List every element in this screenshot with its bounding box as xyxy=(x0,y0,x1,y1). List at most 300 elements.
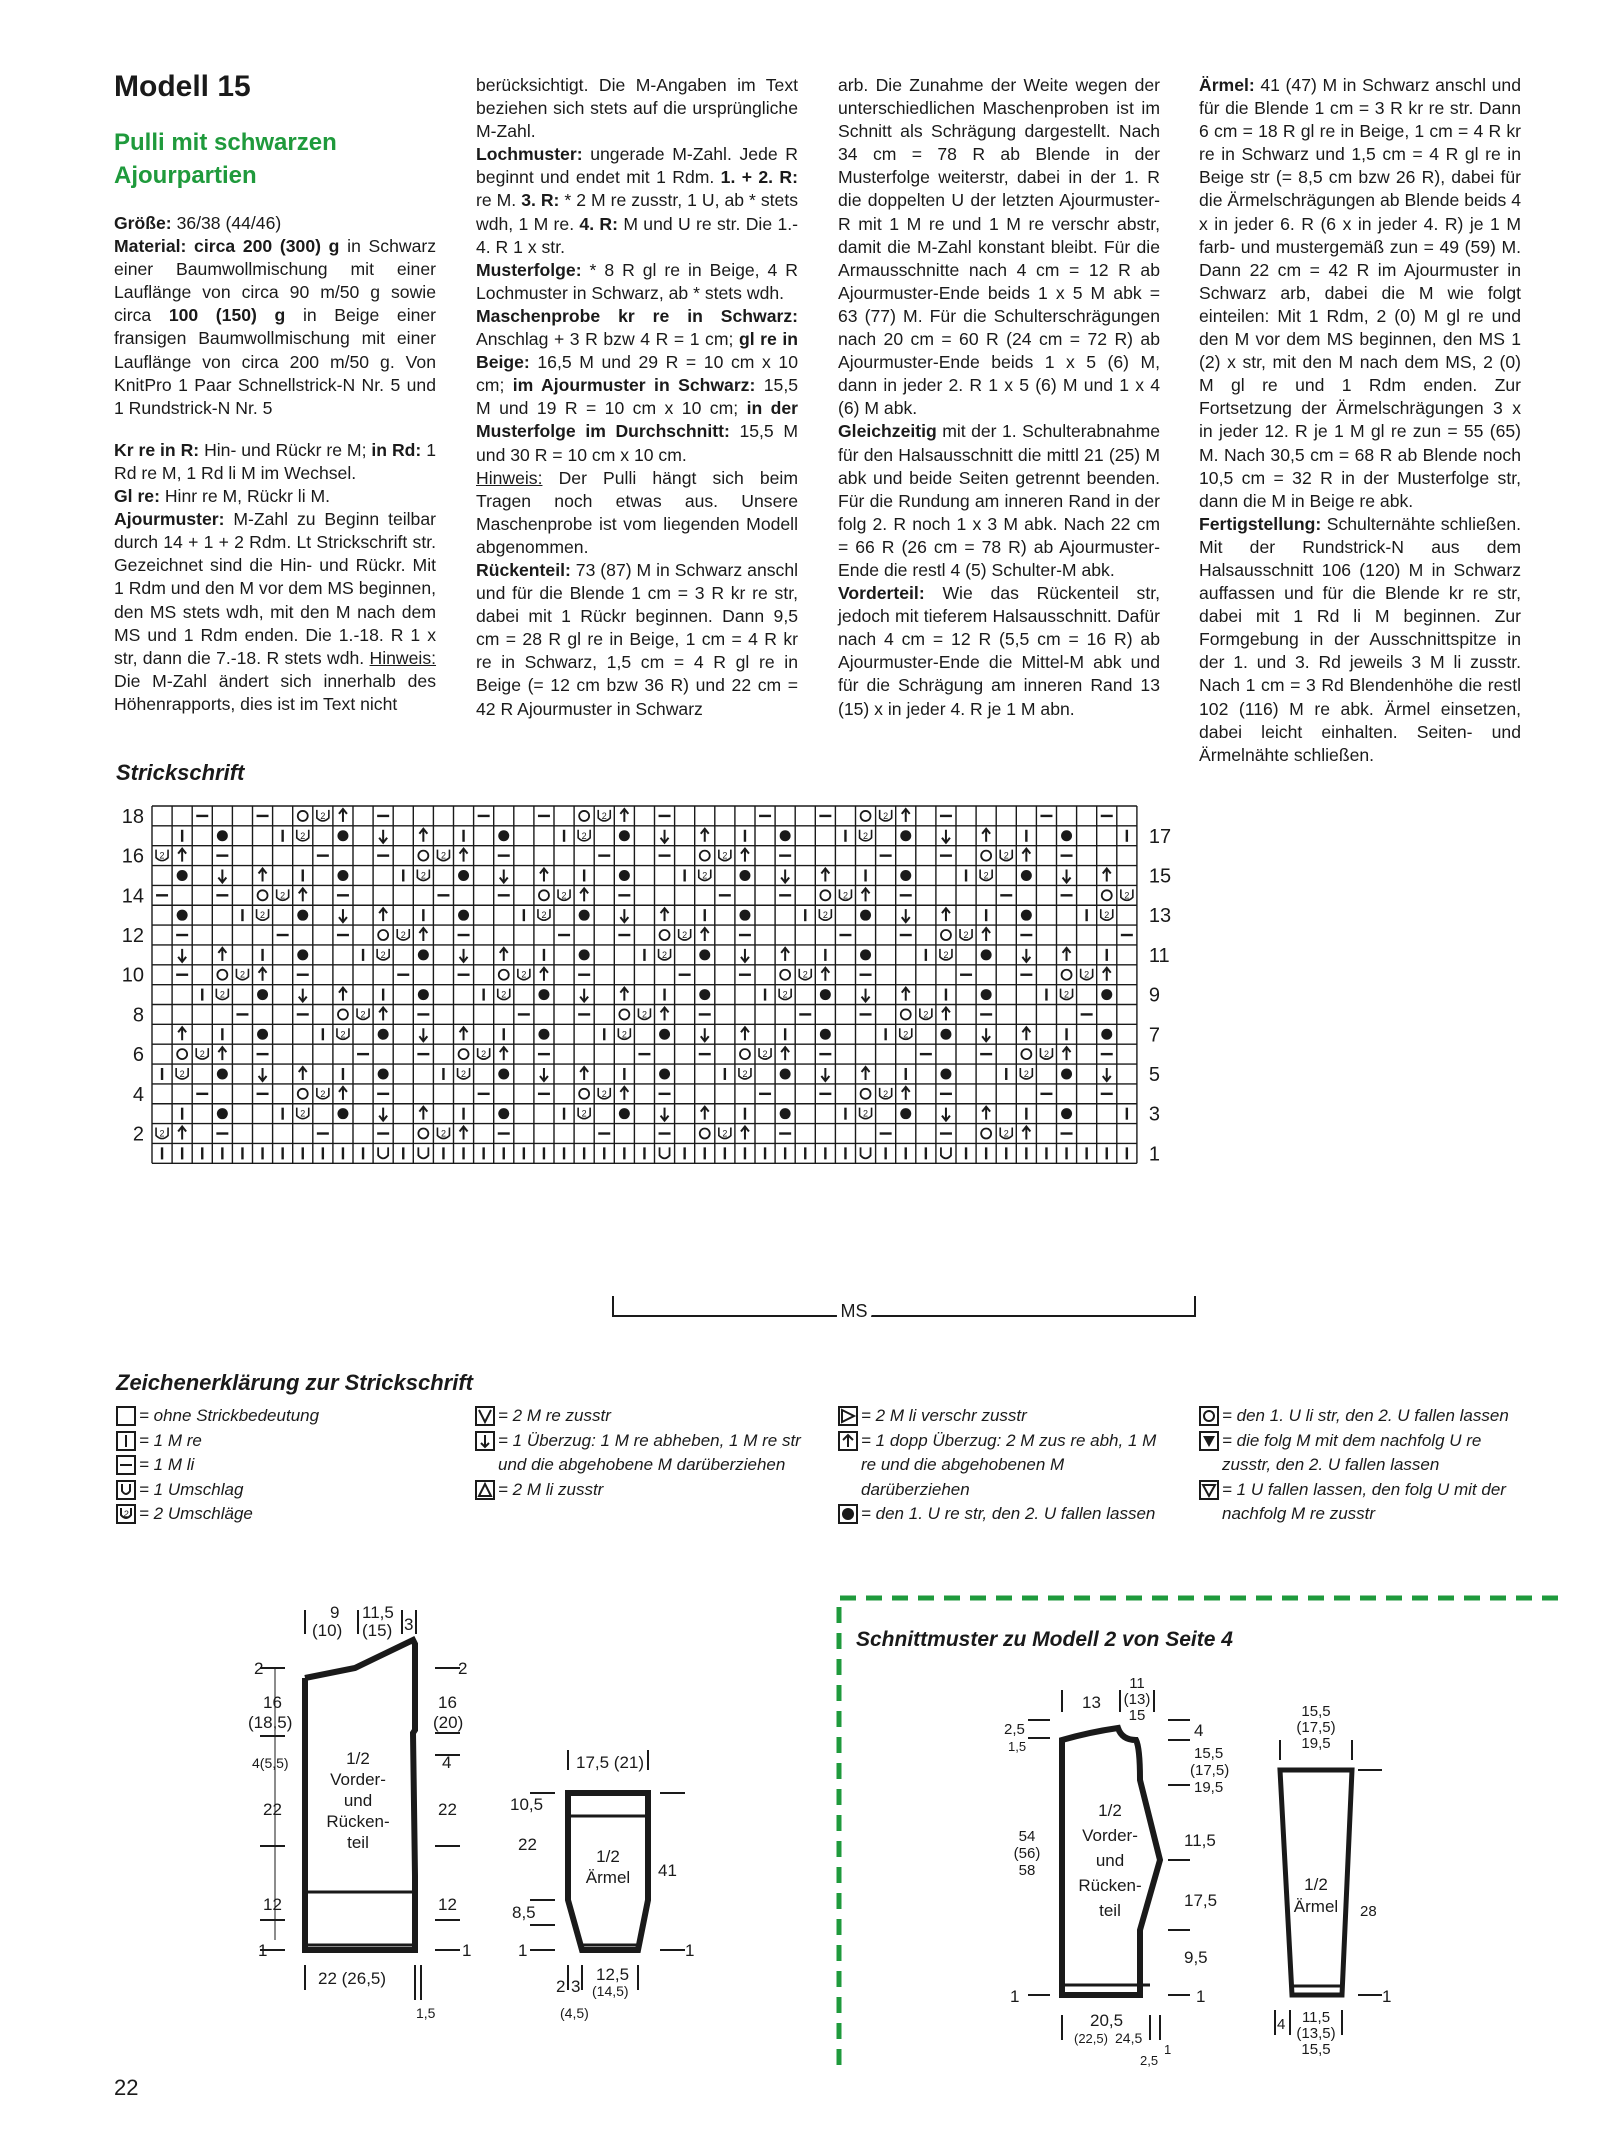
chart-cell-symbol xyxy=(659,1068,670,1079)
chart-cell-symbol xyxy=(460,1127,468,1140)
chart-cell-symbol xyxy=(661,830,669,843)
p2-dim-13b: (13) xyxy=(1123,1691,1151,1708)
chart-cell-symbol xyxy=(1022,1027,1030,1040)
p2-body-label-3: und xyxy=(1095,1851,1125,1870)
p2-dim-20-5: 20,5 xyxy=(1090,2011,1124,2030)
chart-cell-symbol xyxy=(458,910,469,921)
chart-cell-symbol xyxy=(500,1047,508,1060)
chart-cell-symbol xyxy=(739,910,750,921)
chart-cell-symbol xyxy=(900,830,911,841)
legend-item xyxy=(116,1429,446,1454)
sleeve-dim-2: 2 xyxy=(556,1977,566,1996)
chart-cell-symbol xyxy=(337,870,348,881)
chart-cell-symbol xyxy=(780,1108,791,1119)
p2-body-label-4: Rücken- xyxy=(1078,1876,1142,1895)
legend-item xyxy=(838,1502,1168,1527)
chart-cell-symbol xyxy=(259,868,267,881)
chart-cell-symbol xyxy=(1121,889,1133,900)
chart-cell-symbol xyxy=(719,1128,731,1139)
chart-cell-symbol xyxy=(700,851,710,861)
chart-cell-symbol xyxy=(518,969,530,980)
chart-cell-symbol xyxy=(821,868,829,881)
chart-cell-symbol xyxy=(981,1129,991,1139)
chart-cell-symbol xyxy=(920,1008,932,1019)
chart-cell-symbol xyxy=(217,1068,228,1079)
sleeve-label-1: 1/2 xyxy=(596,1847,620,1866)
p2-sleeve-13-5: (13,5) xyxy=(1296,2025,1336,2042)
p2-dim-54: 54 xyxy=(1018,1828,1036,1845)
p2-dim-13: 13 xyxy=(1082,1693,1101,1712)
chart-row-number-left: 16 xyxy=(121,845,144,868)
chart-cell-symbol xyxy=(379,908,387,921)
svg-text:2: 2 xyxy=(440,850,446,861)
chart-cell-symbol xyxy=(259,968,267,981)
legend-item xyxy=(838,1404,1168,1429)
chart-cell-symbol xyxy=(378,1147,388,1158)
svg-text:2: 2 xyxy=(883,1088,889,1099)
chart-row-number-right: 15 xyxy=(1148,865,1172,888)
chart-cell-symbol xyxy=(236,969,248,980)
chart-cell-symbol xyxy=(1101,989,1112,1000)
pattern2-title: Schnittmuster zu Modell 2 von Seite 4 xyxy=(856,1628,1233,1651)
chart-cell-symbol xyxy=(1040,1048,1052,1059)
sleeve-dim-41: 41 xyxy=(658,1861,677,1880)
sleeve-dim-1: 1 xyxy=(518,1941,528,1960)
p2-dim-2-5: 2,5 xyxy=(1004,1721,1025,1738)
chart-cell-symbol xyxy=(460,1027,468,1040)
svg-text:2: 2 xyxy=(1084,969,1090,980)
chart-left-numbers xyxy=(122,806,144,1146)
ms-bracket xyxy=(613,1296,1195,1316)
chart-cell-symbol xyxy=(862,1067,870,1080)
chart-cell-symbol xyxy=(661,1007,669,1020)
legend-text: = 2 M li verschr zusstr xyxy=(861,1406,1027,1425)
legend-item xyxy=(1199,1404,1529,1429)
chart-cell-symbol xyxy=(257,909,269,920)
body-label-1: 1/2 xyxy=(346,1749,370,1768)
legend-text: = 1 Umschlag xyxy=(139,1479,244,1499)
k2tog-icon xyxy=(475,1406,495,1426)
chart-cell-symbol xyxy=(418,949,429,960)
chart-row-number-left: 6 xyxy=(132,1044,144,1067)
p2-dim-24-5: 24,5 xyxy=(1115,2030,1143,2046)
chart-cell-symbol xyxy=(902,909,910,922)
chart-cell-symbol xyxy=(558,889,570,900)
chart-cell-symbol xyxy=(1022,949,1030,962)
p2-dim-9-5: 9,5 xyxy=(1184,1948,1208,1967)
chart-cell-symbol xyxy=(780,830,791,841)
chart-cell-symbol xyxy=(579,1089,589,1099)
p2-dim-11-5: 11,5 xyxy=(1184,1831,1216,1850)
chart-cell-symbol xyxy=(218,948,226,961)
chart-cell-symbol xyxy=(419,1028,427,1041)
legend-item xyxy=(475,1478,805,1503)
chart-cell-symbol xyxy=(821,968,829,981)
svg-text:2: 2 xyxy=(239,969,245,980)
chart-cell-symbol xyxy=(539,890,549,900)
p2-sleeve-label-1: 1/2 xyxy=(1304,1875,1328,1894)
chart-cell-symbol xyxy=(1061,830,1072,841)
body-label-2: Vorder- xyxy=(330,1770,386,1789)
svg-text:2: 2 xyxy=(1003,1128,1009,1139)
chart-cell-symbol xyxy=(258,890,268,900)
chart-cell-symbol xyxy=(339,909,347,922)
chart-cell-symbol xyxy=(982,1028,990,1041)
dim-right-20: (20) xyxy=(433,1713,464,1732)
chart-cell-symbol xyxy=(458,870,469,881)
svg-text:2: 2 xyxy=(863,830,869,841)
chart-cell-symbol xyxy=(579,910,590,921)
chart-cell-symbol xyxy=(701,1028,709,1041)
chart-cell-symbol xyxy=(1021,910,1032,921)
dim-bottom-22: 22 (26,5) xyxy=(318,1969,387,1988)
chart-cell-symbol xyxy=(821,1068,829,1081)
p2-dim-r1: 1 xyxy=(1196,1987,1206,2006)
legend-text: = 1 M re xyxy=(139,1430,202,1450)
svg-text:2: 2 xyxy=(883,810,889,821)
chart-cell-symbol xyxy=(861,1089,871,1099)
chart-cell-symbol xyxy=(982,829,990,842)
svg-text:2: 2 xyxy=(521,969,527,980)
chart-cell-symbol xyxy=(739,1068,751,1079)
chart-cell-symbol xyxy=(419,928,427,941)
chart-cell-symbol xyxy=(679,929,691,940)
legend-item xyxy=(475,1429,805,1478)
p2-sleeve-15-5b: 15,5 xyxy=(1301,2041,1331,2058)
sleeve-dim-3: 3 xyxy=(571,1977,581,1996)
body-label-5: teil xyxy=(347,1833,369,1852)
chart-cell-symbol xyxy=(580,1067,588,1080)
chart-cell-symbol xyxy=(339,988,347,1001)
chart-cell-symbol xyxy=(820,989,831,1000)
p2-sleeve-15-5: 15,5 xyxy=(1301,1703,1331,1720)
text-column-3: arb. Die Zunahme der Weite wegen der unterschiedlichen Maschenproben ist im Schnitt als Schrägung dargestellt. Nach 34 cm = 78 R ab Blende in der Musterfolge weiterstr, dabei in der 1. R die doppelten U der letzten Ajourmuster-R mit 1 M re und 1 M re verschr abstr, damit die M-Zahl konstant bleibt. Für die Armausschnitte nach 4 cm = 12 R ab Ajourmuster-Ende beids 1 x 5 M abk = 63 (77) M. Für die Schulterschrägungen nach 20 cm = 60 R (24 cm = 72 R) ab Ajourmuster-Ende beids 1 x 5 (6) M, dann in jeder 2. R 1 x 5 (6) M und 1 x 4 (6) M abk. Gleichzeitig mit der 1. Schulterabnahme für den Halsausschnitt die mittl 21 (25) M abk und beide Seiten getrennt beenden. Für die Rundung am inneren Rand in der folg 2. R noch 1 x 3 M abk. Nach 22 cm = 66 R (26 cm = 78 R) ab Ajourmuster-Ende die restl 4 (5) Schulter-M abk. Vorderteil: Wie das Rückenteil str, jedoch mit tieferem Halsausschnitt. Dafür nach 4 cm = 12 R (5,5 cm = 16 R) ab Ajourmuster-Ende die Mittel-M abk und für die Schrägung am inneren Rand 13 (15) x in jeder 4. R je 1 M abn. xyxy=(838,75,1161,719)
knit-icon xyxy=(116,1431,136,1451)
chart-cell-symbol xyxy=(1061,1068,1072,1079)
chart-cell-symbol xyxy=(1000,1128,1012,1139)
chart-row-number-right: 13 xyxy=(1148,905,1172,928)
chart-cell-symbol xyxy=(699,869,711,880)
chart-cell-symbol xyxy=(418,1129,428,1139)
chart-cell-symbol xyxy=(902,809,910,822)
svg-text:2: 2 xyxy=(561,890,567,901)
p2-dim-56: (56) xyxy=(1013,1845,1041,1862)
chart-cell-symbol xyxy=(741,1127,749,1140)
chart-cell-symbol xyxy=(940,1068,951,1079)
svg-text:2: 2 xyxy=(842,890,848,901)
p2-sleeve-19-5: 19,5 xyxy=(1301,1735,1331,1752)
svg-text:2: 2 xyxy=(702,870,708,881)
chart-cell-symbol xyxy=(781,869,789,882)
chart-cell-symbol xyxy=(861,811,871,821)
chart-row-number-left: 10 xyxy=(121,964,144,987)
chart-cell-symbol xyxy=(1022,1127,1030,1140)
chart-cell-symbol xyxy=(618,1028,630,1039)
dim-right-16: 16 xyxy=(438,1693,457,1712)
svg-text:2: 2 xyxy=(903,1029,909,1040)
chart-cell-symbol xyxy=(419,829,427,842)
svg-text:2: 2 xyxy=(461,1068,467,1079)
chart-cell-symbol xyxy=(1063,948,1071,961)
p2-dim-b1: 1 xyxy=(1164,2042,1172,2057)
chart-cell-symbol xyxy=(216,989,228,1000)
chart-cell-symbol xyxy=(619,830,630,841)
svg-text:2: 2 xyxy=(863,1108,869,1119)
svg-text:2: 2 xyxy=(742,1068,748,1079)
chart-cell-symbol xyxy=(257,989,268,1000)
legend-item xyxy=(116,1404,446,1429)
sleeve-dim-22: 22 xyxy=(518,1835,537,1854)
chart-cell-symbol xyxy=(900,1028,912,1039)
filled-triangle-icon xyxy=(1199,1431,1219,1451)
chart-cell-symbol xyxy=(941,930,951,940)
chart-cell-symbol xyxy=(861,1147,871,1158)
svg-text:2: 2 xyxy=(581,830,587,841)
chart-cell-symbol xyxy=(339,1087,347,1100)
legend-item xyxy=(116,1453,446,1478)
chart-cell-symbol xyxy=(378,1068,389,1079)
chart-cell-symbol xyxy=(418,989,429,1000)
p2-dim-19-5: 19,5 xyxy=(1194,1779,1224,1796)
chart-cell-symbol xyxy=(579,811,589,821)
svg-text:2: 2 xyxy=(581,1108,587,1119)
svg-text:2: 2 xyxy=(722,850,728,861)
sleeve-label-2: Ärmel xyxy=(585,1868,631,1887)
chart-cell-symbol xyxy=(719,850,731,861)
chart-cell-symbol xyxy=(176,1068,188,1079)
svg-text:2: 2 xyxy=(320,1088,326,1099)
chart-row-number-right: 5 xyxy=(1148,1063,1161,1086)
chart-cell-symbol xyxy=(459,1049,469,1059)
chart-cell-symbol xyxy=(902,1087,910,1100)
legend-item xyxy=(1199,1478,1529,1527)
chart-cell-symbol xyxy=(578,1108,590,1119)
chart-cell-symbol xyxy=(700,1129,710,1139)
chart-cell-symbol xyxy=(498,1068,509,1079)
pattern-model-2 xyxy=(990,1660,1510,2080)
skp-icon xyxy=(475,1431,495,1451)
svg-text:2: 2 xyxy=(400,930,406,941)
chart-cell-symbol xyxy=(257,1029,268,1040)
chart-cell-symbol xyxy=(377,949,389,960)
chart-cell-symbol xyxy=(337,1108,348,1119)
svg-text:2: 2 xyxy=(682,930,688,941)
chart-cell-symbol xyxy=(701,1107,709,1120)
legend-text: = 2 Umschläge xyxy=(139,1504,253,1523)
chart-cell-symbol xyxy=(156,1128,168,1139)
legend-text: = 1 dopp Überzug: 2 M zus re abh, 1 M re und die abgehobenen M darüberziehen xyxy=(861,1430,1157,1499)
dim-right-4: 4 xyxy=(442,1753,452,1772)
model-subtitle: Pulli mit schwarzen Ajourpartien xyxy=(114,129,337,189)
p2-body-label-2: Vorder- xyxy=(1082,1826,1138,1845)
p2-sleeve-label-2: Ärmel xyxy=(1293,1897,1339,1916)
chart-cell-symbol xyxy=(178,1027,186,1040)
chart-cell-symbol xyxy=(982,928,990,941)
chart-row-number-right: 17 xyxy=(1148,825,1172,848)
p2-dim-l1: 1 xyxy=(1010,1987,1020,2006)
chart-cell-symbol xyxy=(740,1049,750,1059)
chart-cell-symbol xyxy=(620,809,628,822)
body-label-3: und xyxy=(343,1791,373,1810)
chart-row-number-left: 18 xyxy=(121,805,144,828)
chart-cell-symbol xyxy=(538,1029,549,1040)
chart-cell-symbol xyxy=(1103,968,1111,981)
chart-cell-symbol xyxy=(379,1007,387,1020)
chart-cell-symbol xyxy=(820,890,830,900)
svg-text:2: 2 xyxy=(320,810,326,821)
chart-row-number-right: 3 xyxy=(1148,1103,1161,1126)
p2tog-tbl-icon xyxy=(838,1406,858,1426)
svg-text:2: 2 xyxy=(541,910,547,921)
p2-sleeve-11-5: 11,5 xyxy=(1301,2009,1331,2026)
chart-cell-symbol xyxy=(417,869,429,880)
chart-cell-symbol xyxy=(337,830,348,841)
svg-text:2: 2 xyxy=(179,1068,185,1079)
legend-text: = 1 U fallen lassen, den folg U mit der nachfolg M re zusstr xyxy=(1222,1479,1506,1523)
chart-cell-symbol xyxy=(660,930,670,940)
dim-left-12: 12 xyxy=(263,1895,282,1914)
chart-cell-symbol xyxy=(661,1108,669,1121)
chart-cell-symbol xyxy=(940,1029,951,1040)
legend-item xyxy=(116,1478,446,1503)
legend-text: = 1 M li xyxy=(139,1455,195,1474)
chart-cell-symbol xyxy=(397,929,409,940)
legend-item xyxy=(838,1429,1168,1503)
sleeve-dim-top: 17,5 (21) xyxy=(576,1753,645,1772)
chart-cell-symbol xyxy=(860,949,871,960)
chart-cell-symbol xyxy=(498,1108,509,1119)
chart-row-number-left: 14 xyxy=(121,885,144,908)
chart-cell-symbol xyxy=(1062,970,1072,980)
legend-col-4 xyxy=(1199,1404,1529,1527)
dim-top-3: 3 xyxy=(404,1615,414,1634)
p2tog-icon xyxy=(475,1480,495,1500)
p2-dim-b2-5: 2,5 xyxy=(1140,2053,1159,2068)
chart-cell-symbol xyxy=(900,1108,911,1119)
chart-cell-symbol xyxy=(780,970,790,980)
svg-text:2: 2 xyxy=(199,1049,205,1060)
svg-text:2: 2 xyxy=(822,910,828,921)
chart-cell-symbol xyxy=(378,930,388,940)
p2-dim-4: 4 xyxy=(1194,1721,1204,1740)
chart-cell-symbol xyxy=(741,949,749,962)
chart-cell-symbol xyxy=(156,850,168,861)
chart-row-number-left: 8 xyxy=(132,1004,144,1027)
p2-body-label-1: 1/2 xyxy=(1098,1801,1122,1820)
svg-text:2: 2 xyxy=(159,1128,165,1139)
chart-cell-symbol xyxy=(540,968,548,981)
chart-cell-symbol xyxy=(177,910,188,921)
chart-cell-symbol xyxy=(701,928,709,941)
sleeve-dim-r1: 1 xyxy=(685,1941,695,1960)
svg-text:2: 2 xyxy=(1124,890,1130,901)
p2-dim-15-5: 15,5 xyxy=(1194,1745,1224,1762)
chart-cell-symbol xyxy=(460,949,468,962)
chart-cell-symbol xyxy=(580,888,588,901)
chart-cell-symbol xyxy=(699,989,710,1000)
chart-cell-symbol xyxy=(741,1027,749,1040)
chart-cell-symbol xyxy=(620,1087,628,1100)
chart-cell-symbol xyxy=(659,1029,670,1040)
dim-right-2: 2 xyxy=(458,1659,468,1678)
chart-cell-symbol xyxy=(981,949,992,960)
chart-cell-symbol xyxy=(177,870,188,881)
chart-cell-symbol xyxy=(297,949,308,960)
chart-cell-symbol xyxy=(880,1088,892,1099)
p2-dim-11: 11 xyxy=(1129,1675,1145,1692)
p2-sleeve-4: 4 xyxy=(1277,2016,1286,2033)
chart-cell-symbol xyxy=(337,1028,349,1039)
dot-icon xyxy=(838,1504,858,1524)
chart-cell-symbol xyxy=(458,1068,470,1079)
svg-text:2: 2 xyxy=(300,1108,306,1119)
chart-cell-symbol xyxy=(1021,870,1032,881)
legend-text: = die folg M mit dem nachfolg U re zusstr, den 2. U fallen lassen xyxy=(1222,1430,1482,1474)
sleeve-dim-4-5: (4,5) xyxy=(560,2005,589,2021)
chart-cell-symbol xyxy=(196,1048,208,1059)
svg-text:2: 2 xyxy=(601,810,607,821)
chart-cell-symbol xyxy=(799,969,811,980)
svg-text:2: 2 xyxy=(123,1509,129,1519)
chart-cell-symbol xyxy=(862,888,870,901)
p2-sleeve-1: 1 xyxy=(1382,1987,1392,2006)
chart-cell-symbol xyxy=(418,851,428,861)
p2-dim-22-5: (22,5) xyxy=(1074,2031,1108,2046)
text-column-4: Ärmel: 41 (47) M in Schwarz anschl und für die Blende 1 cm = 3 R kr re str. Dann 6 cm = 18 R gl re in Beige, 1 cm = 4 R kr re in Schwarz und 1,5 cm = 4 R gl re in Beige str (= 8,5 cm bzw 26 R), dabei für die Ärmelschrägungen ab Blende beids 4 x in jeder 6. R (6 x in jeder 4. R) je 1 M farb- und mustergemäß zun = 49 (59) M. Dann 22 cm = 42 R im Ajourmuster in Schwarz arb, dabei die M wie folgt einteilen: Mit 1 Rdm, 2 (0) M gl re und den M vor dem MS beginnen, den MS 1 (2) x str, mit den M nach dem MS, 2 (0) M gl re und 1 Rdm enden. Zur Fortsetzung der Ärmelschrägungen 3 x in jeder 12. R je 1 M gl re zun = 55 (65) M. Nach 30,5 cm = 68 R ab Blende noch 10,5 cm = 32 R in der Musterfolge str, dann die M in Beige re abk. Fertigstellung: Schulternähte schließen. Mit der Rundstrick-N aus dem Halsausschnitt 106 (120) M in Schwarz auffassen und für die Blende kr re str, dabei mit 1 Rd li M beginnen. Zur Formgebung in der Ausschnittspitze in der 1. und 3. Rd jeweils 3 M li zusstr. Nach 1 cm = 3 Rd Blendenhöhe die restl 102 (116) M re abk. Ärmel einsetzen, dabei leicht einhalten. Seiten- und Ärmelnähte schließen. xyxy=(1199,75,1521,765)
svg-text:2: 2 xyxy=(782,989,788,1000)
chart-cell-symbol xyxy=(298,1089,308,1099)
chart-cell-symbol xyxy=(980,869,992,880)
svg-text:2: 2 xyxy=(300,830,306,841)
chart-cell-symbol xyxy=(379,830,387,843)
pattern-model-15 xyxy=(230,1600,700,2030)
chart-cell-symbol xyxy=(498,830,509,841)
legend-col-1 xyxy=(116,1404,446,1527)
dim-left-22: 22 xyxy=(263,1800,282,1819)
ms-label: MS xyxy=(840,1301,868,1321)
svg-text:2: 2 xyxy=(1104,910,1110,921)
dim-right-12: 12 xyxy=(438,1895,457,1914)
chart-cell-symbol xyxy=(297,910,308,921)
chart-cell-symbol xyxy=(578,830,590,841)
chart-cell-symbol xyxy=(981,851,991,861)
chart-cell-symbol xyxy=(357,1008,369,1019)
chart-cell-symbol xyxy=(1102,890,1112,900)
legend-col-2 xyxy=(475,1404,805,1502)
p2-sleeve-28: 28 xyxy=(1360,1903,1377,1920)
svg-text:2: 2 xyxy=(219,989,225,1000)
svg-text:2: 2 xyxy=(641,1009,647,1020)
chart-cell-symbol xyxy=(862,989,870,1002)
chart-row-number-left: 2 xyxy=(132,1123,144,1146)
chart-cell-symbol xyxy=(1103,1068,1111,1081)
circle-box-icon xyxy=(1199,1406,1219,1426)
chart-cell-symbol xyxy=(1022,849,1030,862)
svg-text:2: 2 xyxy=(360,1009,366,1020)
svg-text:2: 2 xyxy=(420,870,426,881)
p2-sleeve-17-5: (17,5) xyxy=(1296,1719,1336,1736)
svg-text:2: 2 xyxy=(722,1128,728,1139)
chart-cell-symbol xyxy=(942,908,950,921)
chart-cell-symbol xyxy=(299,888,307,901)
svg-text:2: 2 xyxy=(963,930,969,941)
chart-cell-symbol xyxy=(419,1107,427,1120)
p2-dim-15: 15 xyxy=(1128,1707,1146,1724)
svg-text:2: 2 xyxy=(340,1029,346,1040)
chart-row-number-right: 1 xyxy=(1148,1143,1161,1166)
sleeve-dim-14-5: (14,5) xyxy=(592,1983,629,1999)
p2-dim-58: 58 xyxy=(1018,1862,1036,1879)
